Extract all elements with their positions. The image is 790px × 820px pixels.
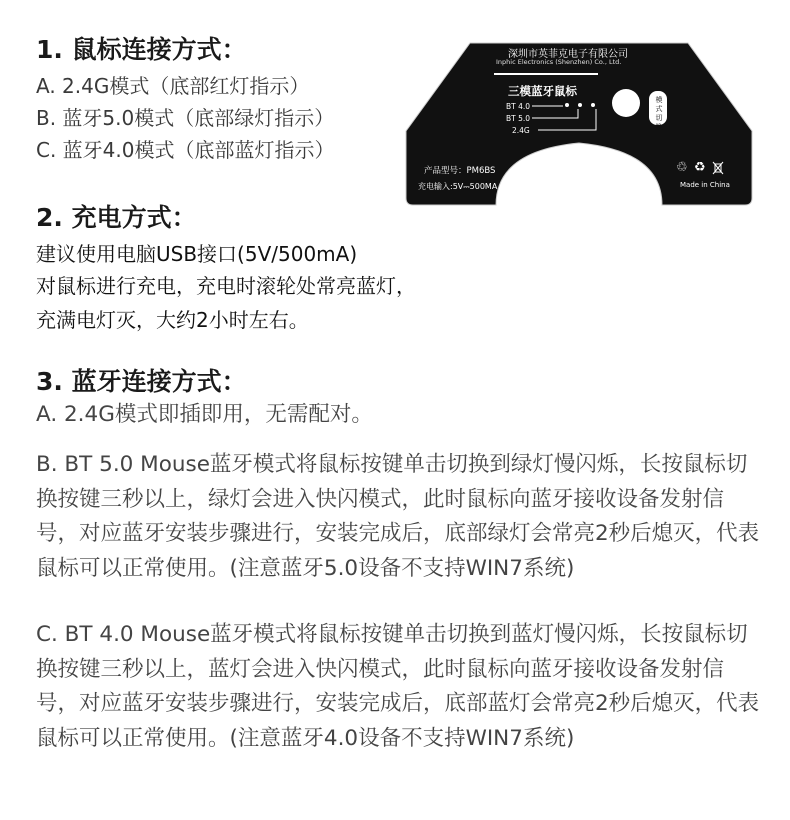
label-title: 三模蓝牙鼠标	[508, 84, 577, 98]
charge-line-3: 充满电灯灭，大约2小时左右。	[36, 308, 309, 332]
product-label	[400, 33, 758, 208]
bt-paragraph-c: C. BT 4.0 Mouse蓝牙模式将鼠标按键单击切换到蓝灯慢闪烁，长按鼠标切换按键三秒以上，蓝灯会进入快闪模式，此时鼠标向蓝牙接收设备发射信号，对应蓝牙安装步骤进行，安装完成后，底部蓝灯会常亮2秒后熄灭，代表鼠标可以正常使用。(注意蓝牙4.0设备不支持WIN7系统)	[36, 622, 760, 751]
bt-paragraph-a: A. 2.4G模式即插即用，无需配对。	[36, 402, 373, 427]
label-model: 产品型号：PM6BS	[424, 166, 496, 176]
label-input: 充电输入:5V⎓500MA	[418, 182, 498, 191]
mode-line-a: A. 2.4G模式（底部红灯指示）	[36, 74, 310, 98]
section-3-title: 3. 蓝牙连接方式：	[36, 367, 247, 396]
charge-line-2: 对鼠标进行充电，充电时滚轮处常亮蓝灯，	[36, 274, 416, 298]
recycle-icon: ♲	[676, 160, 688, 175]
recycle-triangle-icon: ♻	[694, 160, 706, 175]
bt-paragraph-b: B. BT 5.0 Mouse蓝牙模式将鼠标按键单击切换到绿灯慢闪烁，长按鼠标切换按键三秒以上，绿灯会进入快闪模式，此时鼠标向蓝牙接收设备发射信号，对应蓝牙安装步骤进行，安装完成后，底部绿灯会常亮2秒后熄灭，代表鼠标可以正常使用。(注意蓝牙5.0设备不支持WIN7系统)	[36, 452, 760, 581]
label-company: 深圳市英菲克电子有限公司	[508, 49, 628, 60]
mode-line-b: B. 蓝牙5.0模式（底部绿灯指示）	[36, 106, 335, 130]
crossed-bin-icon	[712, 161, 724, 175]
label-made-in: Made in China	[680, 181, 730, 189]
charge-line-1: 建议使用电脑USB接口(5V/500mA)	[36, 242, 358, 266]
label-company-en: Inphic Electronics (Shenzhen) Co., Ltd.	[496, 58, 622, 66]
label-mode-24g: 2.4G	[512, 126, 530, 135]
label-mode-bt40: BT 4.0	[506, 102, 531, 111]
section-1-title: 1. 鼠标连接方式：	[36, 35, 247, 64]
mode-switch-badge: 模式切换	[655, 96, 663, 131]
mode-line-c: C. 蓝牙4.0模式（底部蓝灯指示）	[36, 138, 335, 162]
label-mode-bt50: BT 5.0	[506, 114, 531, 123]
section-2-title: 2. 充电方式：	[36, 203, 197, 232]
